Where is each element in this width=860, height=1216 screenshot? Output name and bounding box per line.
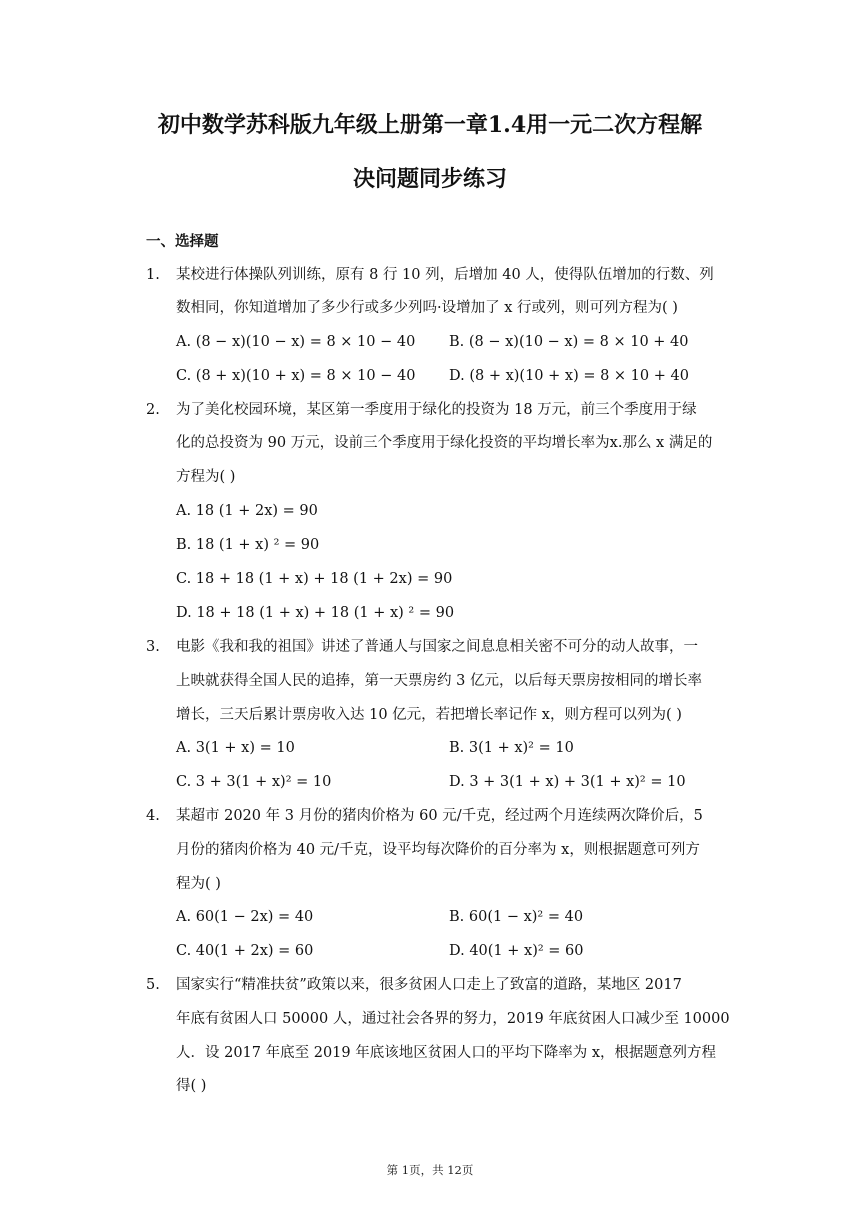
option-a[interactable]: A. 3(1 + x) = 10 <box>176 740 295 756</box>
question-text-line: 程为( ) <box>176 876 221 892</box>
option-c[interactable]: C. (8 + x)(10 + x) = 8 × 10 − 40 <box>176 368 416 384</box>
question-text-line: 为了美化校园环境，某区第一季度用于绿化的投资为 18 万元，前三个季度用于绿 <box>176 402 697 418</box>
question-text-line: 月份的猪肉价格为 40 元/千克，设平均每次降价的百分率为 x，则根据题意可列方 <box>176 842 700 858</box>
option-d[interactable]: D. (8 + x)(10 + x) = 8 × 10 + 40 <box>449 368 689 384</box>
option-b[interactable]: B. 3(1 + x)² = 10 <box>449 740 574 756</box>
option-a[interactable]: A. (8 − x)(10 − x) = 8 × 10 − 40 <box>176 334 416 350</box>
title-line-1: 初中数学苏科版九年级上册第一章1.4用一元二次方程解 <box>157 112 703 138</box>
question-text-line: 数相同，你知道增加了多少行或多少列吗·设增加了 x 行或列，则可列方程为( ) <box>176 300 678 316</box>
question-number: 4. <box>146 808 160 824</box>
question-text-line: 方程为( ) <box>176 469 236 485</box>
option-a[interactable]: A. 18 (1 + 2x) = 90 <box>176 503 318 519</box>
question-number: 2. <box>146 402 160 418</box>
question-text-line: 上映就获得全国人民的追捧，第一天票房约 3 亿元，以后每天票房按相同的增长率 <box>176 673 702 689</box>
question-number: 3. <box>146 639 160 655</box>
question-number: 1. <box>146 267 160 283</box>
section-heading: 一、选择题 <box>146 233 219 250</box>
question-text-line: 化的总投资为 90 万元，设前三个季度用于绿化投资的平均增长率为x.那么 x 满足的 <box>176 435 713 451</box>
option-d[interactable]: D. 18 + 18 (1 + x) + 18 (1 + x) ² = 90 <box>176 605 455 621</box>
option-d[interactable]: D. 40(1 + x)² = 60 <box>449 943 584 959</box>
question-text-line: 增长，三天后累计票房收入达 10 亿元，若把增长率记作 x，则方程可以列为( ) <box>176 707 682 723</box>
question-number: 5. <box>146 977 160 993</box>
question-text-line: 得( ) <box>176 1078 207 1094</box>
option-a[interactable]: A. 60(1 − 2x) = 40 <box>176 909 314 925</box>
question-text-line: 人．设 2017 年底至 2019 年底该地区贫困人口的平均下降率为 x，根据题意列方程 <box>176 1045 717 1061</box>
option-c[interactable]: C. 3 + 3(1 + x)² = 10 <box>176 774 332 790</box>
option-c[interactable]: C. 40(1 + 2x) = 60 <box>176 943 314 959</box>
option-b[interactable]: B. (8 − x)(10 − x) = 8 × 10 + 40 <box>449 334 689 350</box>
option-b[interactable]: B. 60(1 − x)² = 40 <box>449 909 584 925</box>
page-footer: 第 1页，共 12页 <box>386 1163 474 1177</box>
question-text-line: 电影《我和我的祖国》讲述了普通人与国家之间息息相关密不可分的动人故事，一 <box>176 639 698 655</box>
question-text-line: 某校进行体操队列训练，原有 8 行 10 列，后增加 40 人，使得队伍增加的行数、列 <box>176 267 714 283</box>
question-text-line: 年底有贫困人口 50000 人，通过社会各界的努力，2019 年底贫困人口减少至 10000 <box>176 1011 730 1027</box>
option-d[interactable]: D. 3 + 3(1 + x) + 3(1 + x)² = 10 <box>449 774 686 790</box>
option-b[interactable]: B. 18 (1 + x) ² = 90 <box>176 537 320 553</box>
option-c[interactable]: C. 18 + 18 (1 + x) + 18 (1 + 2x) = 90 <box>176 571 453 587</box>
title-line-2: 决问题同步练习 <box>352 166 507 192</box>
question-text-line: 国家实行“精准扶贫”政策以来，很多贫困人口走上了致富的道路，某地区 2017 <box>176 977 682 993</box>
question-text-line: 某超市 2020 年 3 月份的猪肉价格为 60 元/千克，经过两个月连续两次降价后，5 <box>176 808 703 824</box>
